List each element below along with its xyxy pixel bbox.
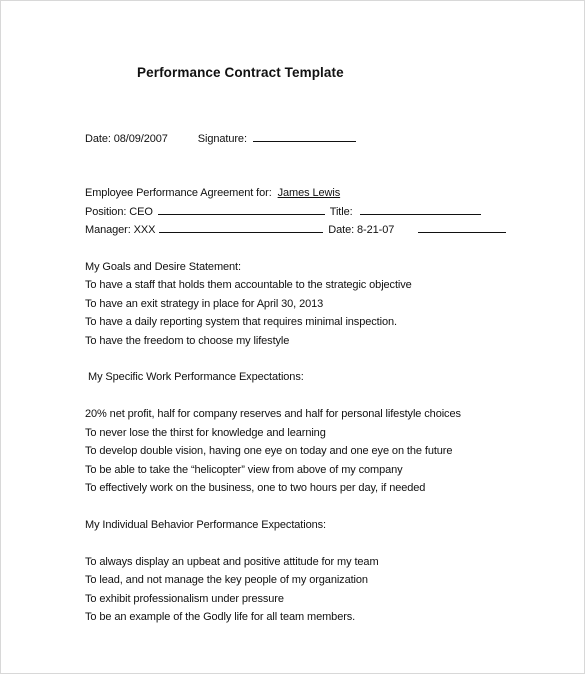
- manager-row: [85, 222, 506, 237]
- list-item: To effectively work on the business, one to two hours per day, if needed: [85, 482, 426, 494]
- list-item: 20% net profit, half for company reserves and half for personal lifestyle choices: [85, 408, 461, 420]
- list-item: To be able to take the “helicopter” view from above of my company: [85, 464, 403, 476]
- list-item: To never lose the thirst for knowledge and learning: [85, 427, 326, 439]
- document-title: Performance Contract Template: [137, 65, 344, 80]
- manager-blank: [159, 222, 323, 233]
- position-row: [85, 204, 481, 219]
- agreement-row: [85, 186, 340, 200]
- position-label: Position: CEO: [85, 206, 153, 218]
- date-blank: [418, 222, 506, 233]
- work-expectations-heading: My Specific Work Performance Expectations:: [88, 371, 304, 383]
- list-item: To lead, and not manage the key people of my organization: [85, 574, 368, 586]
- signature-label: Signature:: [197, 133, 247, 145]
- list-item: To have an exit strategy in place for April 30, 2013: [85, 298, 324, 310]
- date-signature-row: [85, 131, 356, 146]
- signature-blank: [253, 131, 356, 142]
- list-item: To have a staff that holds them accountable to the strategic objective: [85, 279, 412, 291]
- list-item: To always display an upbeat and positive attitude for my team: [85, 556, 379, 568]
- title-blank: [360, 204, 481, 215]
- goals-heading: My Goals and Desire Statement:: [85, 261, 241, 273]
- date-text: Date: 08/09/2007: [85, 133, 168, 145]
- manager-label: Manager: XXX: [85, 224, 156, 236]
- date-label: Date: 8-21-07: [328, 224, 395, 236]
- title-label: Title:: [329, 206, 353, 218]
- list-item: To have a daily reporting system that requires minimal inspection.: [85, 316, 397, 328]
- behavior-expectations-heading: My Individual Behavior Performance Expectations:: [85, 519, 326, 531]
- list-item: To develop double vision, having one eye on today and one eye on the future: [85, 445, 453, 457]
- position-blank: [158, 204, 325, 215]
- agreement-label: Employee Performance Agreement for:: [85, 187, 272, 199]
- employee-name: James Lewis: [277, 187, 341, 199]
- list-item: To exhibit professionalism under pressure: [85, 593, 284, 605]
- list-item: To have the freedom to choose my lifestyle: [85, 335, 290, 347]
- list-item: To be an example of the Godly life for all team members.: [85, 611, 356, 623]
